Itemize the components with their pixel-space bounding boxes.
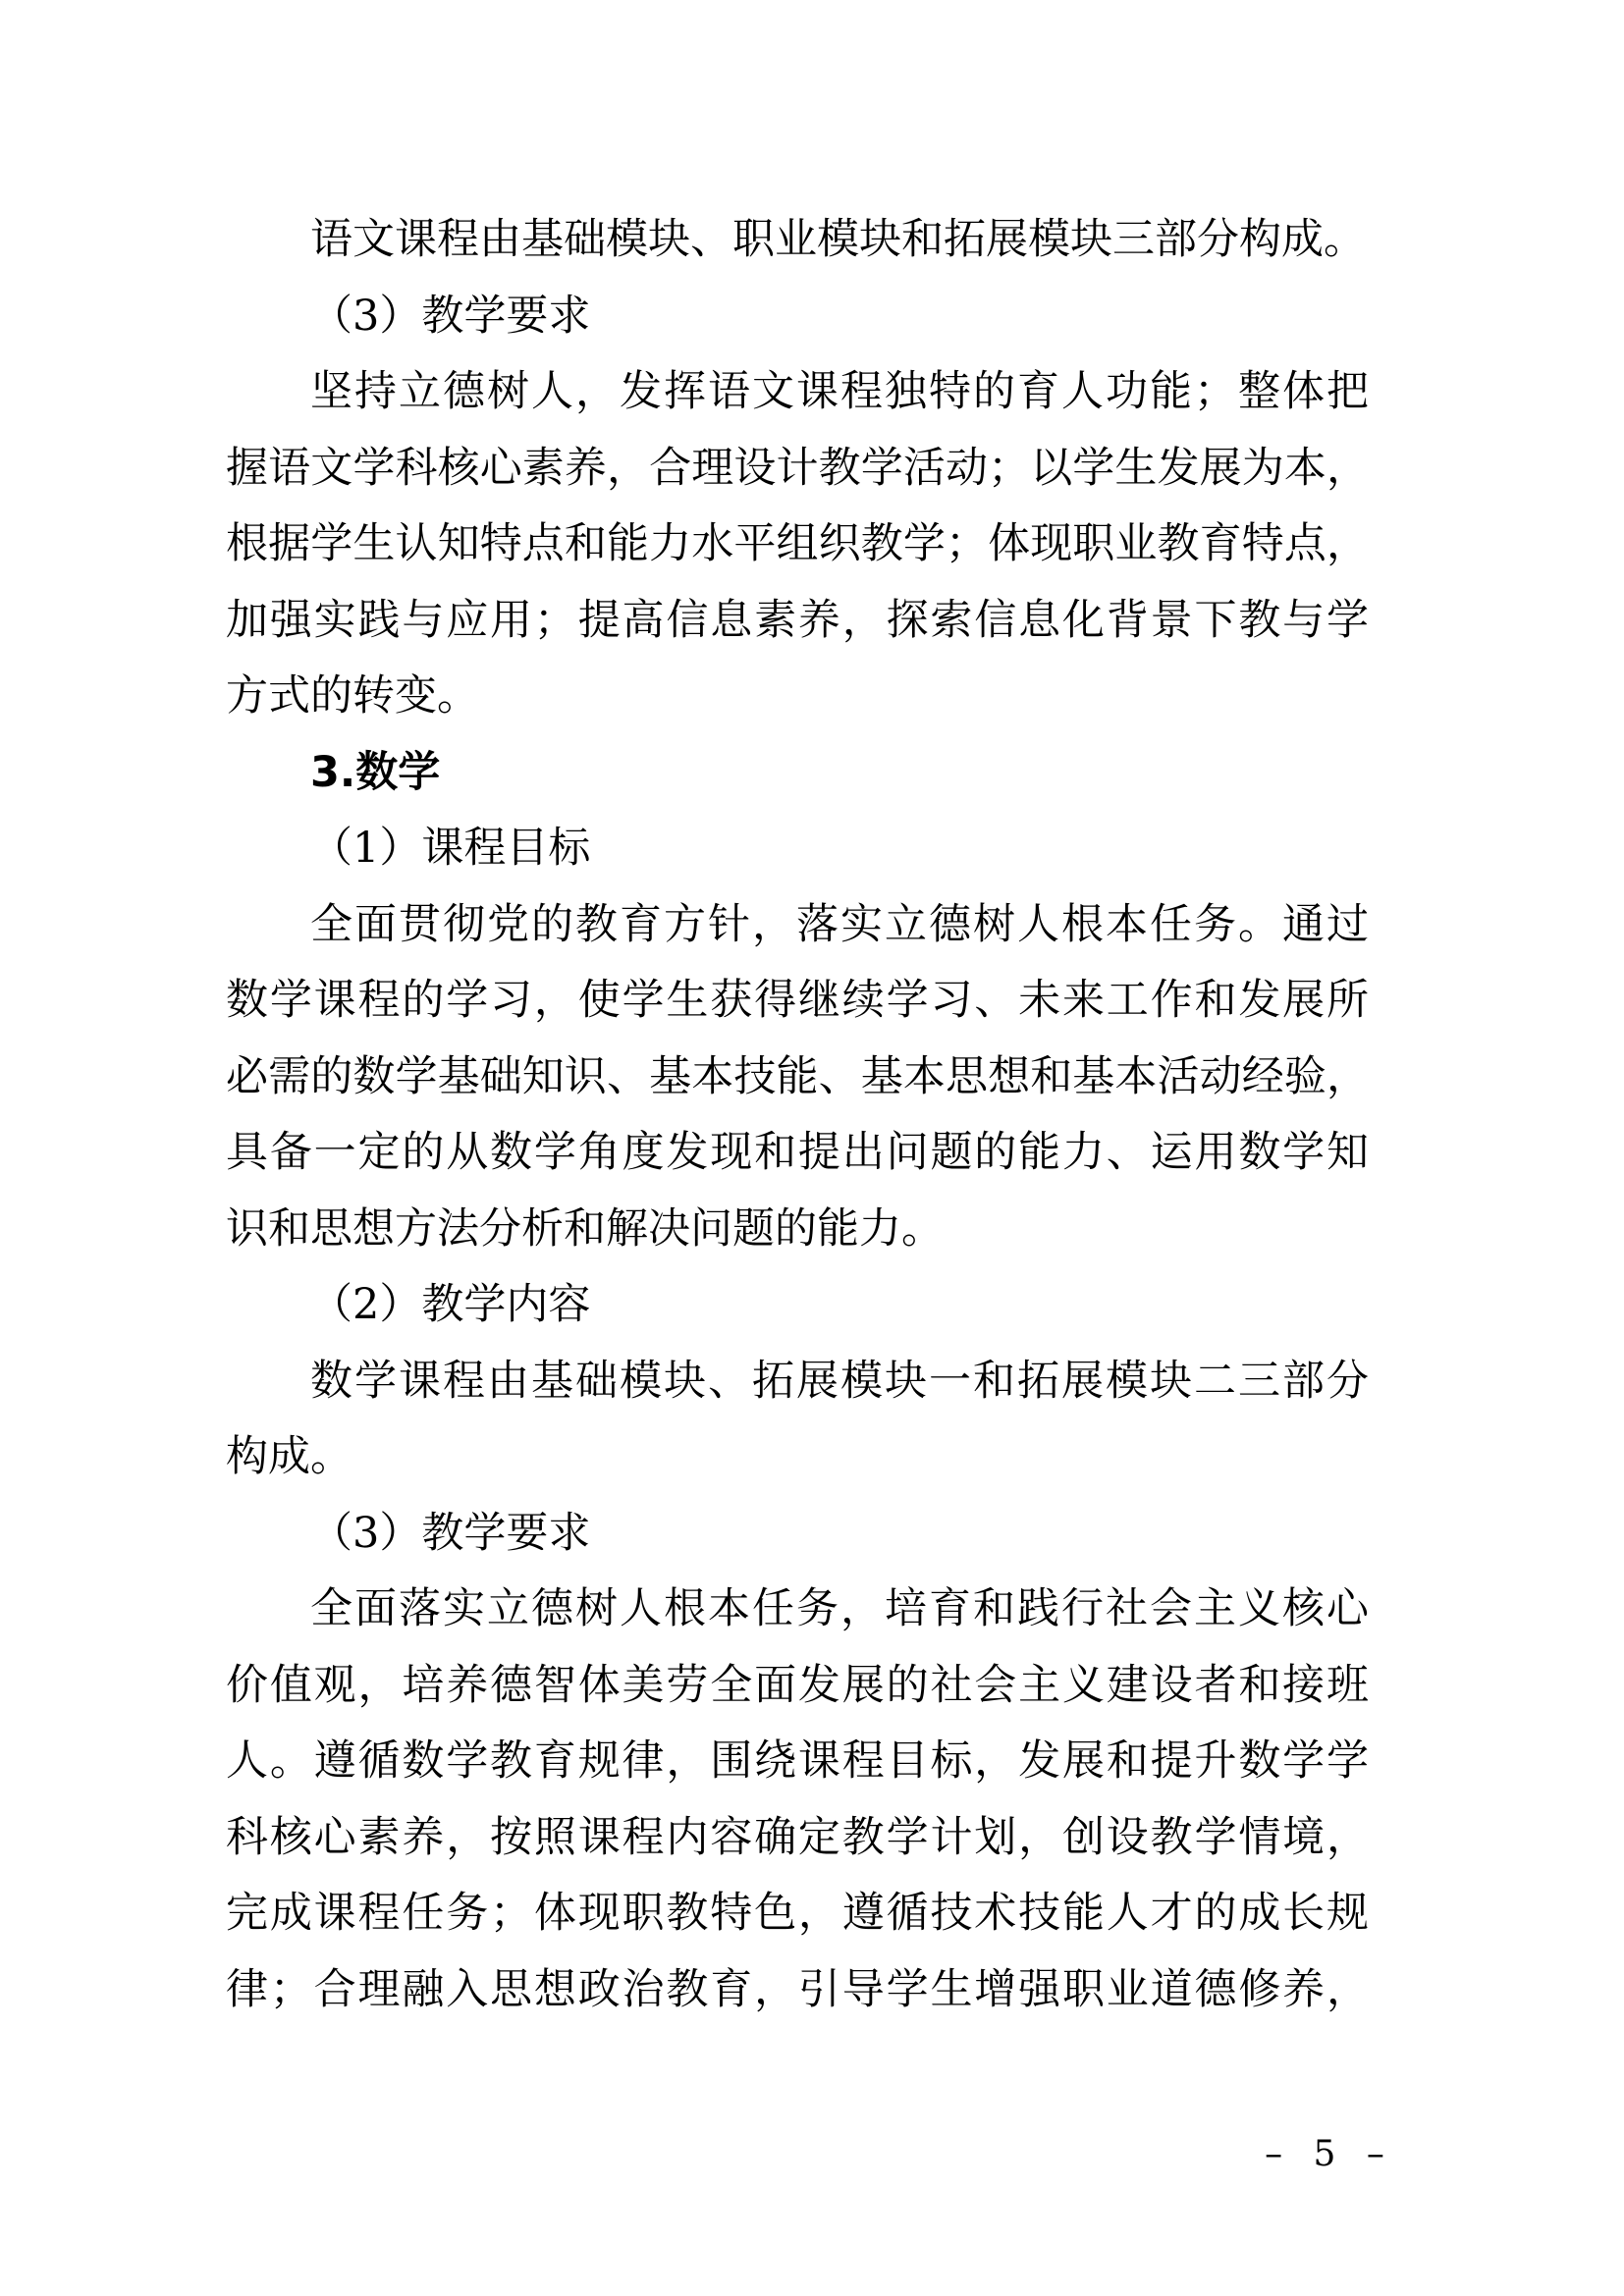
text-line: 全面贯彻党的教育方针，落实立德树人根本任务。通过 (310, 899, 1369, 949)
text-line: （1）课程目标 (310, 824, 591, 873)
page-number: – 5 – (1265, 2134, 1394, 2174)
text-line: 方式的转变。 (226, 671, 479, 721)
text-line: 数学课程的学习，使学生获得继续学习、未来工作和发展所 (226, 976, 1369, 1025)
text-line: 识和思想方法分析和解决问题的能力。 (226, 1203, 944, 1254)
text-line: 根据学生认知特点和能力水平组织教学；体现职业教育特点， (226, 519, 1369, 568)
text-line: 数学课程由基础模块、拓展模块一和拓展模块二三部分 (310, 1356, 1369, 1406)
text-line: 完成课程任务；体现职教特色，遵循技术技能人才的成长规 (226, 1889, 1369, 1938)
text-line: （3）教学要求 (310, 1508, 591, 1558)
text-line: 人。遵循数学教育规律，围绕课程目标，发展和提升数学学 (226, 1736, 1369, 1786)
text-line: 握语文学科核心素养，合理设计教学活动；以学生发展为本， (226, 443, 1369, 493)
text-line: 构成。 (226, 1432, 352, 1481)
text-line: 价值观，培养德智体美劳全面发展的社会主义建设者和接班 (226, 1660, 1369, 1710)
document-body (226, 202, 1369, 2028)
text-line: 坚持立德树人，发挥语文课程独特的育人功能；整体把 (310, 367, 1369, 416)
text-line: 律；合理融入思想政治教育，引导学生增强职业道德修养， (226, 1964, 1369, 2014)
text-line: 必需的数学基础知识、基本技能、基本思想和基本活动经验， (226, 1051, 1369, 1101)
text-line: 科核心素养，按照课程内容确定教学计划，创设教学情境， (226, 1812, 1369, 1862)
text-line: 加强实践与应用；提高信息素养，探索信息化背景下教与学 (226, 595, 1369, 645)
text-line: 语文课程由基础模块、职业模块和拓展模块三部分构成。 (310, 215, 1366, 264)
text-line: （2）教学内容 (310, 1280, 591, 1329)
text-line: （3）教学要求 (310, 291, 591, 341)
text-line: 全面落实立德树人根本任务，培育和践行社会主义核心 (310, 1584, 1369, 1633)
text-line: 具备一定的从数学角度发现和提出问题的能力、运用数学知 (226, 1128, 1369, 1177)
heading-math-section: 3.数学 (310, 747, 441, 797)
